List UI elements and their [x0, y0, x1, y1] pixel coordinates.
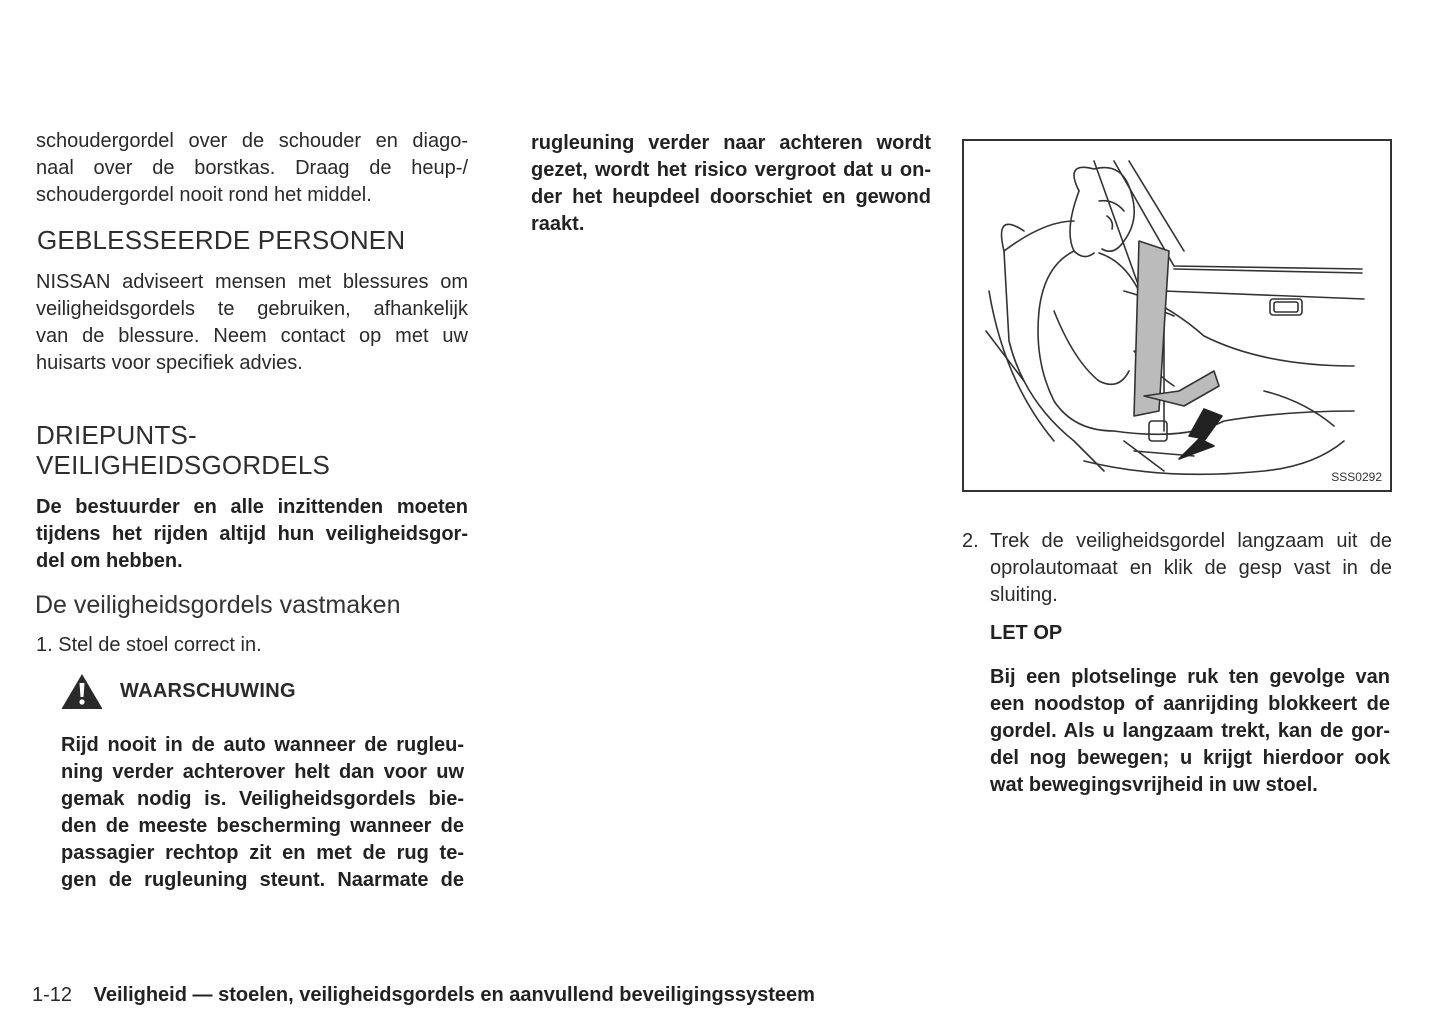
note-line: een noodstop of aanrijding blokkeert de	[990, 693, 1390, 715]
injured-line: veiligheidsgordels te gebruiken, afhankelijk	[36, 298, 468, 320]
step-2-text	[990, 528, 1392, 609]
step-2-number: 2.	[962, 530, 979, 552]
belt-requirement-paragraph	[36, 494, 468, 575]
injured-line: van de blessure. Neem contact op met uw	[36, 325, 468, 347]
page-footer	[32, 984, 815, 1007]
warning-line: ning verder achterover helt dan voor uw	[61, 761, 464, 783]
heading-three-point-belts	[36, 420, 330, 480]
injured-line: huisarts voor specifiek advies.	[36, 352, 303, 374]
person-fastening-seatbelt-illustration	[964, 141, 1390, 490]
figure-code: SSS0292	[1331, 470, 1382, 484]
note-line: del nog bewegen; u krijgt hierdoor ook	[990, 747, 1390, 769]
step-1: 1. Stel de stoel correct in.	[36, 634, 262, 656]
warning-line: gemak nodig is. Veiligheidsgordels bie-	[61, 788, 464, 810]
intro-paragraph	[36, 128, 468, 209]
injured-line: NISSAN adviseert mensen met blessures om	[36, 271, 468, 293]
note-line: wat bewegingsvrijheid in uw stoel.	[990, 774, 1318, 796]
warning-triangle-icon	[60, 672, 104, 710]
heading-injured-persons: GEBLESSEERDE PERSONEN	[37, 225, 406, 255]
warning-line: passagier rechtop zit en met de rug te-	[61, 842, 464, 864]
bold-line: del om hebben.	[36, 550, 183, 572]
subheading-fasten-belts: De veiligheidsgordels vastmaken	[35, 591, 401, 619]
footer-title: Veiligheid — stoelen, veiligheidsgordels en aanvullend beveiligingssysteem	[93, 984, 815, 1006]
note-body	[990, 664, 1390, 799]
step-2-line: sluiting.	[990, 584, 1058, 606]
warning-body	[61, 732, 464, 894]
page-number: 1-12	[32, 984, 73, 1006]
intro-line: schoudergordel nooit rond het middel.	[36, 184, 372, 206]
warning-line: den de meeste bescherming wanneer de	[61, 815, 464, 837]
step-2-line: oprolautomaat en klik de gesp vast in de	[990, 557, 1392, 579]
heading-line: DRIEPUNTS-	[36, 420, 197, 450]
intro-line: schoudergordel over de schouder en diago-	[36, 130, 468, 152]
bold-line: De bestuurder en alle inzittenden moeten	[36, 496, 468, 518]
warning-cont-line: raakt.	[531, 213, 585, 235]
note-title: LET OP	[990, 622, 1063, 644]
intro-line: naal over de borstkas. Draag de heup-/	[36, 157, 468, 179]
warning-cont-line: gezet, wordt het risico vergroot dat u on-	[531, 159, 931, 181]
warning-title: WAARSCHUWING	[120, 679, 296, 702]
injured-paragraph	[36, 269, 468, 377]
note-line: Bij een plotselinge ruk ten gevolge van	[990, 666, 1390, 688]
note-line: gordel. Als u langzaam trekt, kan de gor-	[990, 720, 1390, 742]
column-left	[36, 128, 468, 209]
seatbelt-illustration	[962, 139, 1392, 492]
step-2-line: Trek de veiligheidsgordel langzaam uit de	[990, 530, 1392, 552]
warning-cont-line: der het heupdeel doorschiet en gewond	[531, 186, 931, 208]
warning-cont-line: rugleuning verder naar achteren wordt	[531, 132, 931, 154]
warning-header	[60, 672, 296, 710]
bold-line: tijdens het rijden altijd hun veiligheidsgor-	[36, 523, 468, 545]
column-middle	[531, 130, 931, 238]
warning-line: gen de rugleuning steunt. Naarmate de	[61, 869, 464, 891]
warning-line: Rijd nooit in de auto wanneer de rugleu-	[61, 734, 464, 756]
heading-line: VEILIGHEIDSGORDELS	[36, 450, 331, 480]
